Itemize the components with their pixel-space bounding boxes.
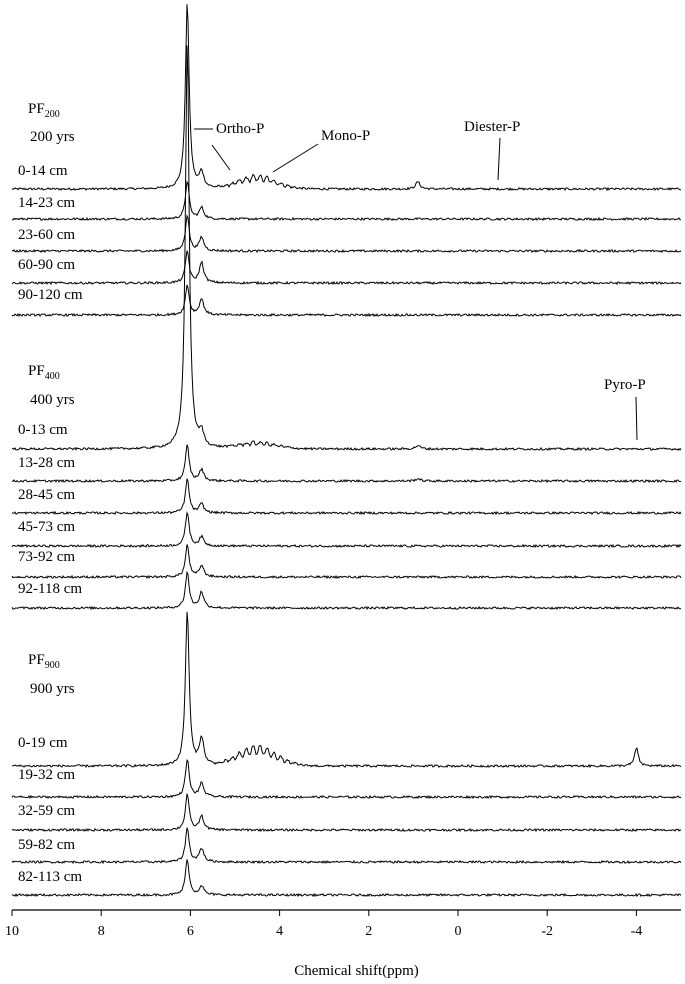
group-name: PF — [28, 363, 45, 379]
series-label: 45-73 cm — [18, 519, 76, 535]
spectrum-line — [12, 612, 681, 767]
series-label: 90-120 cm — [18, 287, 83, 303]
group-age: 400 yrs — [30, 392, 75, 408]
group-label — [28, 363, 60, 382]
series-label: 73-92 cm — [18, 549, 76, 565]
group-age: 200 yrs — [30, 129, 75, 145]
series-label: 23-60 cm — [18, 227, 76, 243]
series-label: 19-32 cm — [18, 767, 76, 783]
x-axis-title: Chemical shift(ppm) — [294, 963, 419, 979]
x-tick-label: 10 — [5, 924, 19, 939]
annotation-leader-line — [498, 138, 500, 180]
annotation-leader-line — [212, 145, 230, 170]
peak-annotation: Pyro-P — [604, 377, 646, 393]
annotation-leader-line — [636, 397, 637, 440]
group-subscript: 900 — [44, 660, 60, 671]
series-label: 0-14 cm — [18, 163, 68, 179]
spectrum-line — [12, 544, 681, 578]
peak-annotation: Diester-P — [464, 119, 521, 135]
x-axis — [5, 910, 681, 939]
spectrum-line — [12, 251, 681, 285]
peak-annotation: Mono-P — [321, 128, 371, 144]
series-label: 92-118 cm — [18, 581, 83, 597]
x-tick-label: 6 — [186, 924, 194, 939]
series-label: 0-19 cm — [18, 735, 68, 751]
annotation-leader-line — [273, 144, 318, 172]
spectrum-line — [12, 285, 681, 316]
series-label: 14-23 cm — [18, 195, 76, 211]
spectrum-line — [12, 182, 681, 220]
series-label: 60-90 cm — [18, 257, 76, 273]
series-label: 13-28 cm — [18, 455, 76, 471]
x-tick-label: 4 — [276, 924, 284, 939]
peak-annotation: Ortho-P — [216, 121, 265, 137]
x-tick-label: 0 — [454, 924, 462, 939]
group-subscript: 400 — [44, 371, 60, 382]
group-age: 900 yrs — [30, 681, 75, 697]
group-label — [28, 652, 60, 671]
series-label: 82-113 cm — [18, 869, 83, 885]
spectrum-line — [12, 794, 681, 831]
series-label: 0-13 cm — [18, 422, 68, 438]
series-label: 32-59 cm — [18, 803, 76, 819]
spectrum-line — [12, 513, 681, 547]
group-subscript: 200 — [44, 109, 60, 120]
spectrum-line — [12, 4, 681, 190]
spectrum-line — [12, 479, 681, 514]
spectrum-line — [12, 46, 681, 451]
series-label: 28-45 cm — [18, 487, 76, 503]
series-label: 59-82 cm — [18, 837, 76, 853]
spectrum-line — [12, 216, 681, 252]
x-tick-label: -4 — [630, 924, 643, 939]
spectrum-line — [12, 828, 681, 863]
spectrum-line — [12, 860, 681, 897]
group-name: PF — [28, 101, 45, 117]
x-tick-label: 8 — [97, 924, 105, 939]
x-tick-label: 2 — [365, 924, 373, 939]
group-label — [28, 101, 60, 120]
x-tick-label: -2 — [541, 924, 554, 939]
group-name: PF — [28, 652, 45, 668]
